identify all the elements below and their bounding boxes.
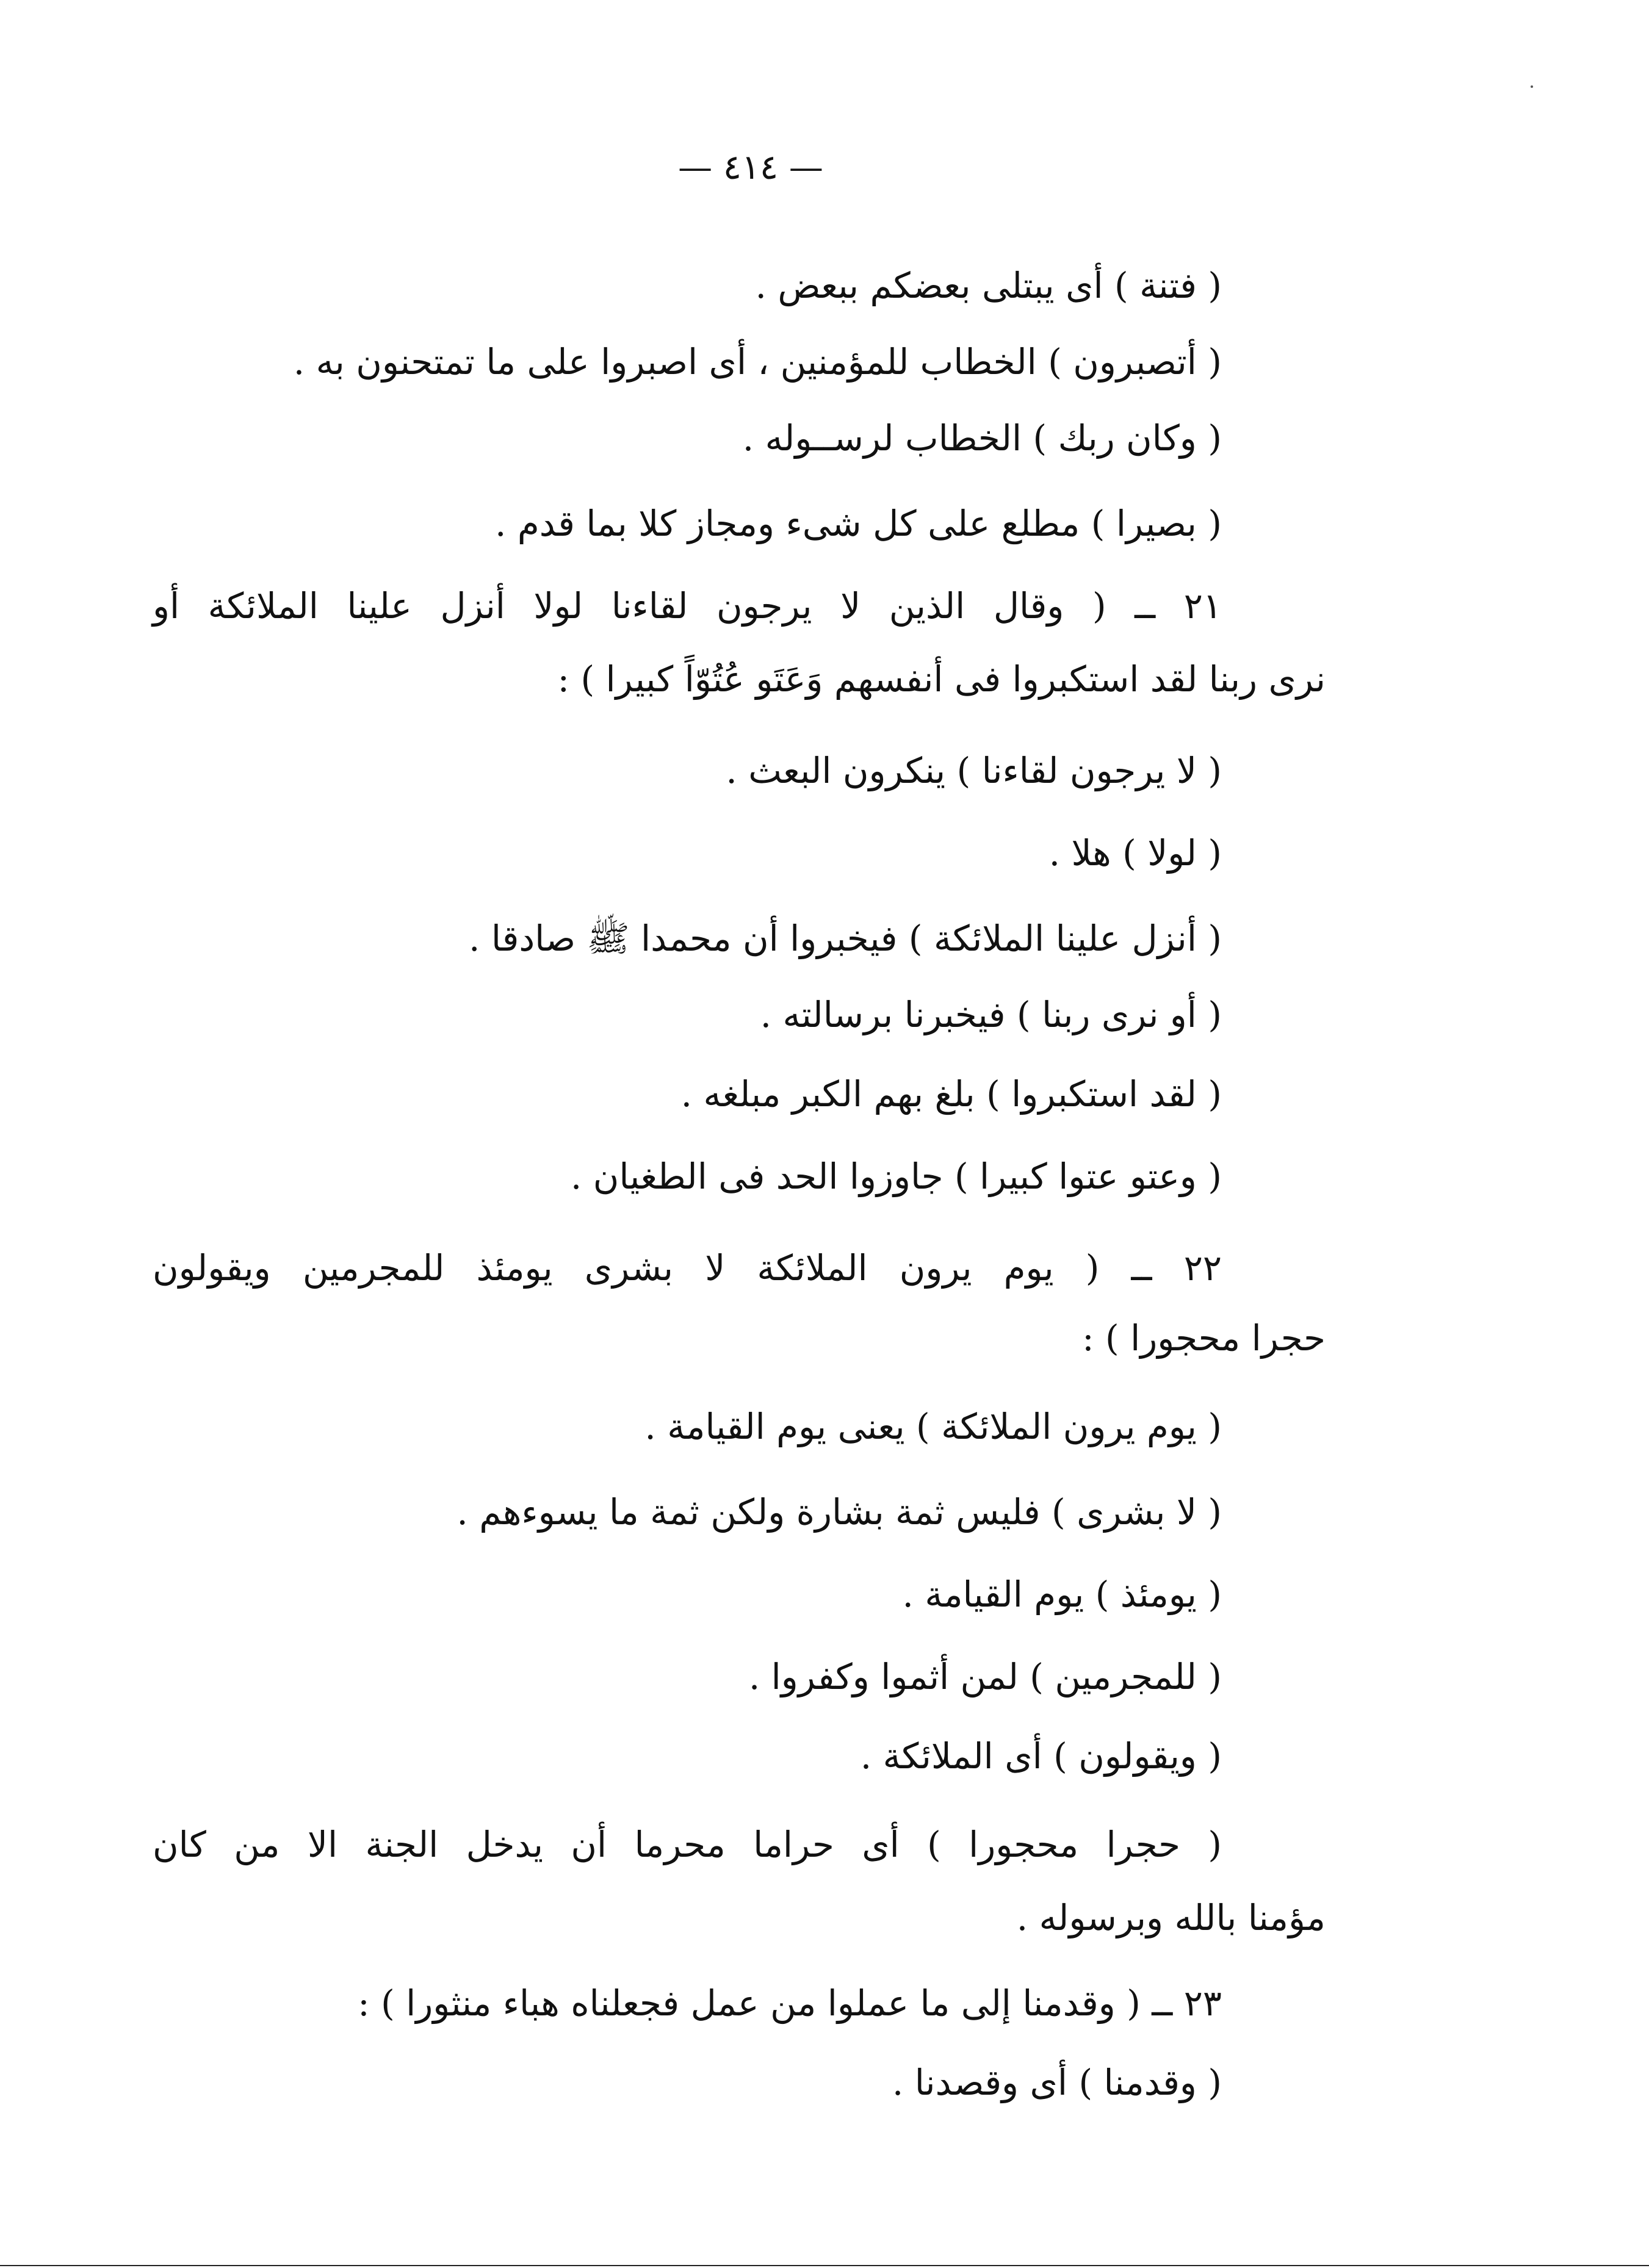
text-line: ( فتنة ) أى يبتلى بعضكم ببعض .: [755, 265, 1222, 306]
verse-continuation: نرى ربنا لقد استكبروا فى أنفسهم وَعَتَو عُتُوّاً كبيرا ) :: [557, 658, 1326, 700]
text-line-continuation: مؤمنا بالله وبرسوله .: [1016, 1897, 1326, 1939]
text-line: ( حجرا محجورا ) أى حراما محرما أن يدخل الجنة الا من كان: [153, 1824, 1222, 1865]
text-line: ( أو نرى ربنا ) فيخبرنا برسالته .: [760, 994, 1222, 1035]
text-line: ( لا بشرى ) فليس ثمة بشارة ولكن ثمة ما يسوءهم .: [456, 1491, 1222, 1533]
text-line: ( لقد استكبروا ) بلغ بهم الكبر مبلغه .: [680, 1073, 1222, 1115]
text-line: ( وكان ربك ) الخطاب لرســوله .: [742, 417, 1222, 459]
verse-heading: ٢٢ ــ ( يوم يرون الملائكة لا بشرى يومئذ للمجرمين ويقولون: [153, 1247, 1222, 1289]
scan-speck: [1531, 85, 1533, 88]
text-line: ( بصيرا ) مطلع على كل شىء ومجاز كلا بما قدم .: [494, 503, 1222, 544]
text-line: ( أنزل علينا الملائكة ) فيخبروا أن محمدا ﷺ صادقا .: [469, 918, 1222, 959]
text-line: ( يومئذ ) يوم القيامة .: [902, 1574, 1222, 1615]
text-line: ( وقدمنا ) أى وقصدنا .: [892, 2062, 1222, 2103]
verse-heading: ٢٣ ــ ( وقدمنا إلى ما عملوا من عمل فجعلناه هباء منثورا ) :: [358, 1982, 1222, 2024]
text-line: ( لولا ) هلا .: [1048, 832, 1222, 874]
text-line: ( وعتو عتوا كبيرا ) جاوزوا الحد فى الطغيان .: [570, 1156, 1222, 1197]
page-bottom-border: [0, 2265, 1649, 2266]
text-line: ( يوم يرون الملائكة ) يعنى يوم القيامة .: [644, 1406, 1222, 1447]
verse-heading: ٢١ ــ ( وقال الذين لا يرجون لقاءنا لولا أنزل علينا الملائكة أو: [153, 585, 1222, 627]
text-line: ( أتصبرون ) الخطاب للمؤمنين ، أى اصبروا على ما تمتحنون به .: [293, 341, 1222, 383]
text-line: ( للمجرمين ) لمن أثموا وكفروا .: [748, 1656, 1222, 1697]
verse-continuation: حجرا محجورا ) :: [1082, 1317, 1326, 1359]
text-line: ( ويقولون ) أى الملائكة .: [860, 1735, 1222, 1777]
page-number: — ٤١٤ —: [678, 148, 823, 187]
text-line: ( لا يرجون لقاءنا ) ينكرون البعث .: [726, 750, 1222, 791]
